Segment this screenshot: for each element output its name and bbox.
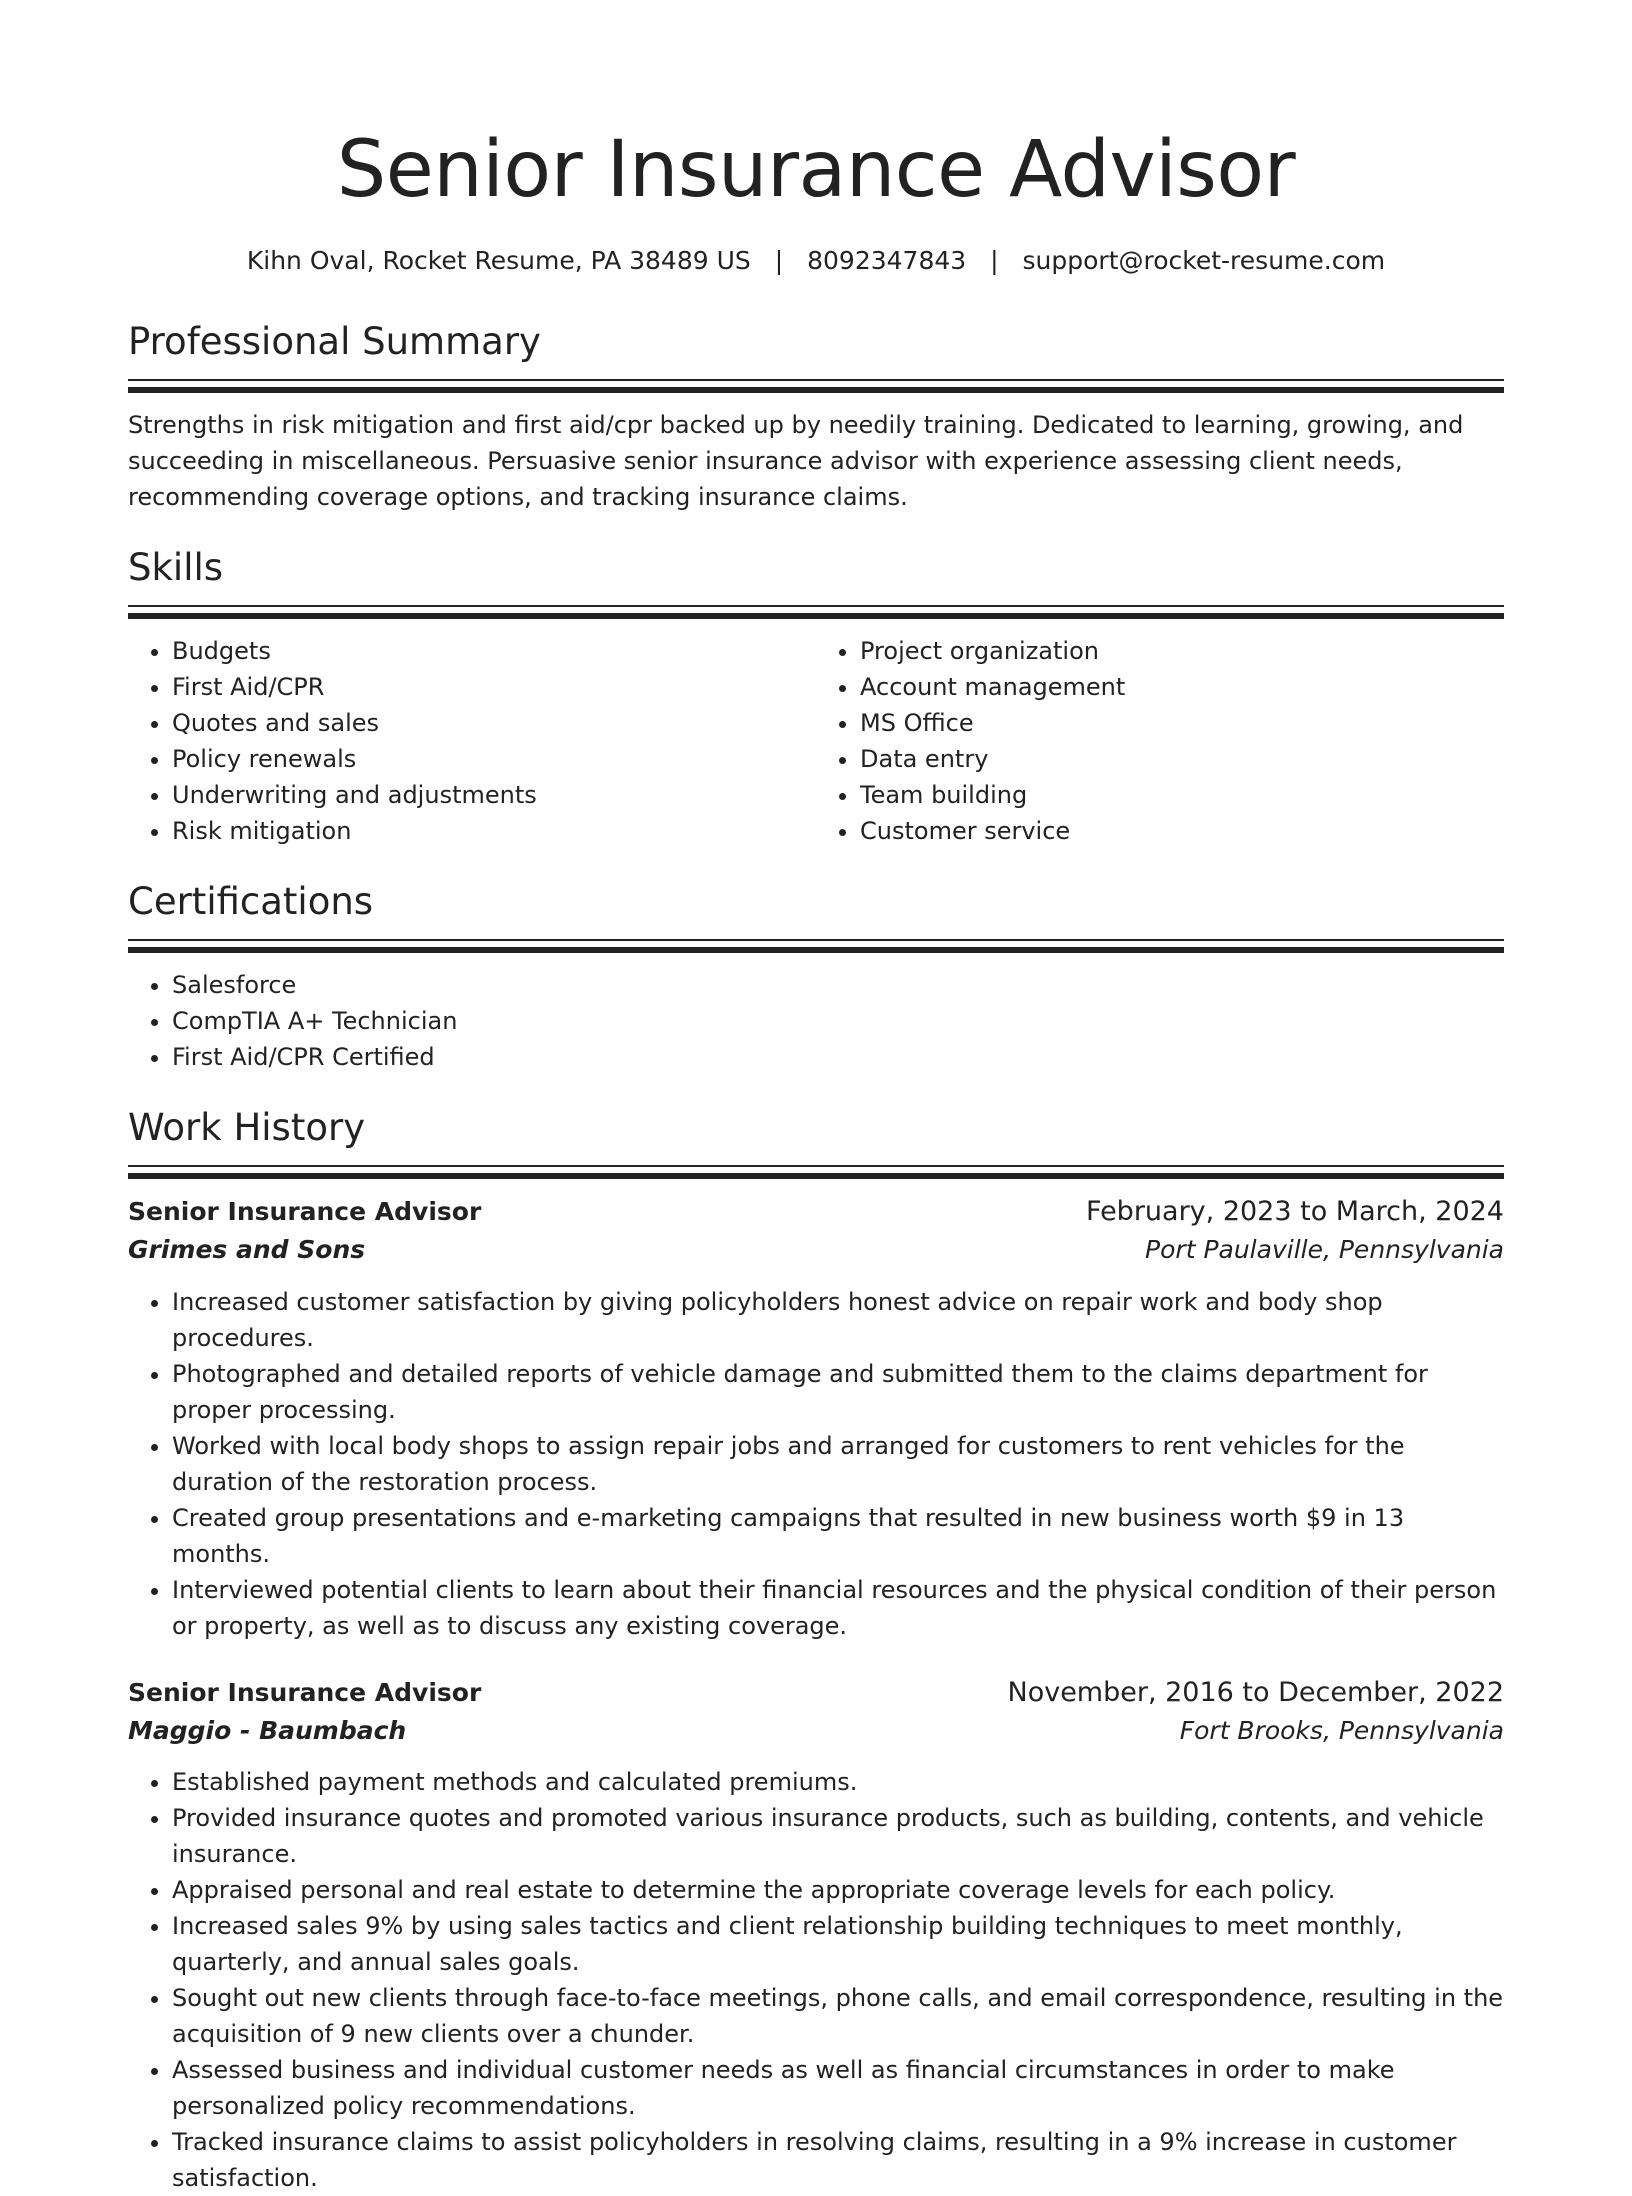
certifications-section (128, 877, 1504, 1075)
summary-text: Strengths in risk mitigation and first aid/cpr backed up by needily training. Dedicated to learning, growing, and succeeding in miscellaneous. Persuasive senior insurance advisor with experience assessing client needs, recommending coverage options, and tracking insurance claims. (128, 411, 1464, 511)
list-item: • Salesforce (172, 967, 1504, 1003)
job-dates: February, 2023 to March, 2024 (1086, 1196, 1504, 1227)
resume-title: Senior Insurance Advisor (336, 125, 1296, 215)
list-item: • Created group presentations and e-marketing campaigns that resulted in new business worth $9 in 13 months. (172, 1500, 1504, 1572)
list-item: • Account management (860, 669, 1504, 705)
skills-grid (128, 633, 1504, 849)
resume-page (128, 0, 1504, 2196)
contact-separator: | (990, 246, 999, 275)
job-location: Port Paulaville, Pennsylvania (1145, 1235, 1504, 1264)
skills-list-right (816, 633, 1504, 849)
list-item: • Project organization (860, 633, 1504, 669)
section-divider (128, 605, 1504, 619)
contact-line (128, 244, 1504, 278)
list-item: • Data entry (860, 741, 1504, 777)
list-item: • Worked with local body shops to assign repair jobs and arranged for customers to rent vehicles for the duration of the restoration process. (172, 1428, 1504, 1500)
list-item: • Established payment methods and calculated premiums. (172, 1764, 1504, 1800)
section-divider (128, 379, 1504, 393)
contact-email[interactable]: support@rocket-resume.com (1022, 246, 1386, 275)
list-item: • Increased customer satisfaction by giving policyholders honest advice on repair work and body shop procedures. (172, 1284, 1504, 1356)
list-item: • Sought out new clients through face-to-face meetings, phone calls, and email correspondence, resulting in the acquisition of 9 new clients over a chunder. (172, 1980, 1504, 2052)
skills-section (128, 543, 1504, 849)
section-heading-skills: Skills (128, 546, 224, 589)
job-company: Maggio - Baumbach (128, 1716, 407, 1745)
list-item: • Underwriting and adjustments (172, 777, 816, 813)
job-entry (128, 1193, 1504, 1644)
job-bullets (128, 1764, 1504, 2196)
job-dates: November, 2016 to December, 2022 (1007, 1677, 1504, 1708)
summary-section (128, 317, 1504, 515)
list-item: • Increased sales 9% by using sales tactics and client relationship building techniques to meet monthly, quarterly, and annual sales goals. (172, 1908, 1504, 1980)
job-bullets (128, 1284, 1504, 1644)
contact-address: Kihn Oval, Rocket Resume, PA 38489 US (246, 246, 751, 275)
list-item: • Provided insurance quotes and promoted various insurance products, such as building, contents, and vehicle insurance. (172, 1800, 1504, 1872)
job-location: Fort Brooks, Pennsylvania (1179, 1716, 1504, 1745)
job-title: Senior Insurance Advisor (128, 1678, 482, 1707)
skills-column-right (816, 633, 1504, 849)
job-subheader-row (128, 1231, 1504, 1269)
list-item: • Risk mitigation (172, 813, 816, 849)
contact-separator: | (774, 246, 784, 275)
job-company: Grimes and Sons (128, 1235, 366, 1264)
section-heading-summary: Professional Summary (128, 320, 541, 363)
job-subheader-row (128, 1712, 1504, 1750)
list-item: • MS Office (860, 705, 1504, 741)
list-item: • Tracked insurance claims to assist policyholders in resolving claims, resulting in a 9% increase in customer satisfaction. (172, 2124, 1504, 2196)
list-item: • CompTIA A+ Technician (172, 1003, 1504, 1039)
list-item: • Policy renewals (172, 741, 816, 777)
section-divider (128, 1165, 1504, 1179)
work-history-section (128, 1103, 1504, 2196)
job-header-row (128, 1674, 1504, 1712)
list-item: • First Aid/CPR (172, 669, 816, 705)
job-title: Senior Insurance Advisor (128, 1197, 482, 1226)
list-item: • Interviewed potential clients to learn about their financial resources and the physical condition of their person or property, as well as to discuss any existing coverage. (172, 1572, 1504, 1644)
job-entry (128, 1674, 1504, 2196)
skills-column-left (128, 633, 816, 849)
list-item: • Budgets (172, 633, 816, 669)
list-item: • Team building (860, 777, 1504, 813)
contact-phone[interactable]: 8092347843 (807, 246, 967, 275)
list-item: • Customer service (860, 813, 1504, 849)
certifications-list (128, 967, 1504, 1075)
list-item: • Photographed and detailed reports of vehicle damage and submitted them to the claims department for proper processing. (172, 1356, 1504, 1428)
list-item: • Assessed business and individual customer needs as well as financial circumstances in order to make personalized policy recommendations. (172, 2052, 1504, 2124)
list-item: • Appraised personal and real estate to determine the appropriate coverage levels for each policy. (172, 1872, 1504, 1908)
section-divider (128, 939, 1504, 953)
skills-list-left (128, 633, 816, 849)
section-heading-work-history: Work History (128, 1106, 366, 1149)
list-item: • Quotes and sales (172, 705, 816, 741)
job-header-row (128, 1193, 1504, 1231)
list-item: • First Aid/CPR Certified (172, 1039, 1504, 1075)
section-heading-certifications: Certifications (128, 880, 374, 923)
